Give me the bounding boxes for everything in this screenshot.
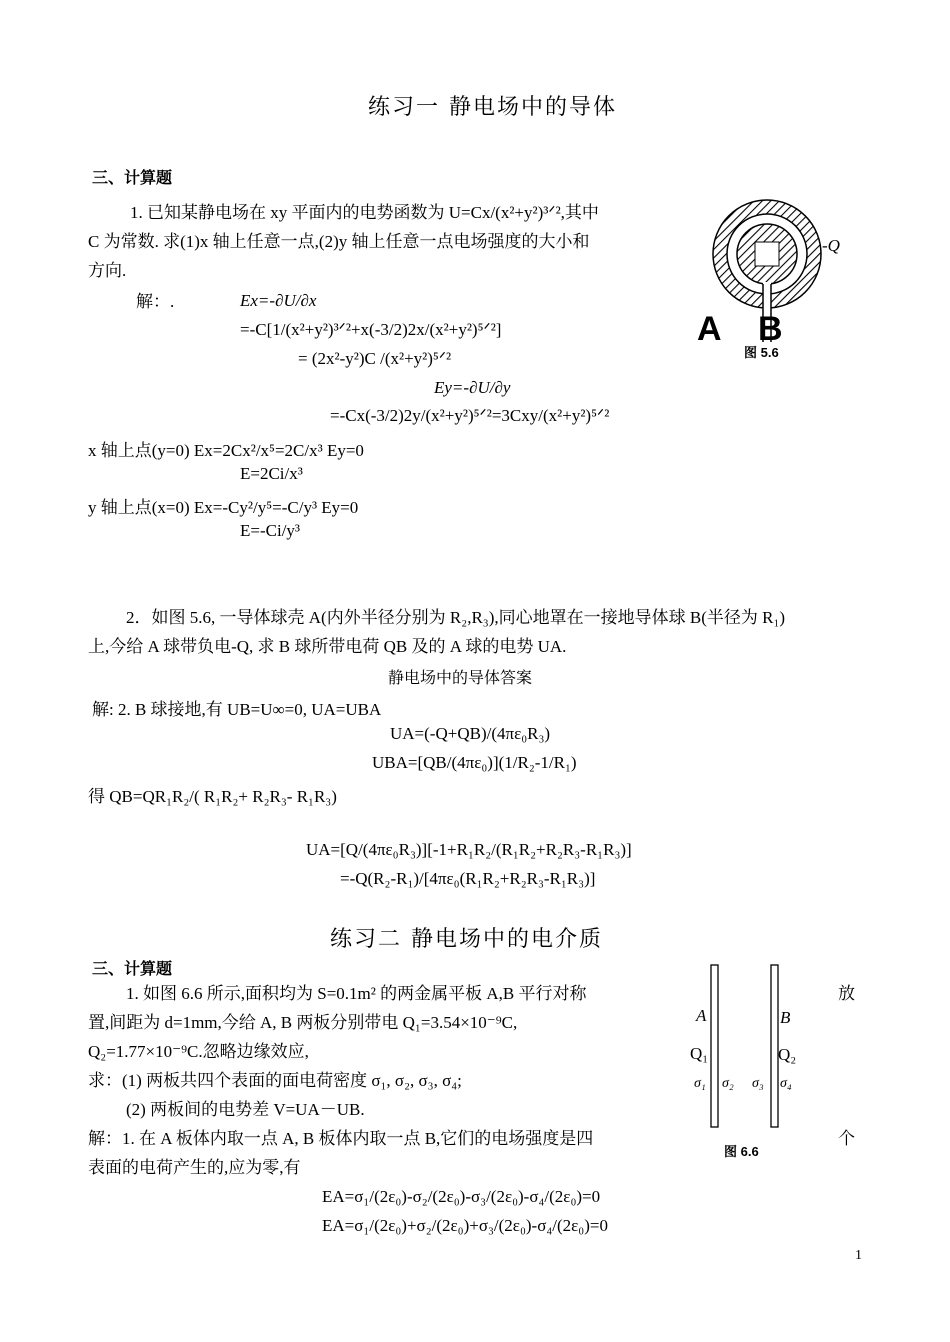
solution2-line-2: UA=(-Q+QB)/(4πε₀R₃) — [390, 724, 551, 743]
solution-label: 解：. — [136, 292, 175, 311]
problem2-line1: 2．如图 5.6, 一导体球壳 A(内外半径分别为 R₂,R₃),同心地罩在一接地导体球 B(半径为 R₁) — [126, 608, 786, 627]
solution2-line-4: 得 QB=QR₁R₂/( R₁R₂+ R₂R₃- R₁R₃) — [88, 787, 337, 806]
figure-6-6-caption: 图 6.6 — [724, 1144, 759, 1159]
figure-5-6-charge-label: -Q — [822, 236, 840, 255]
solution2-line-6: =-Q(R₂-R₁)/[4πε₀(R₁R₂+R₂R₃-R₁R₃)] — [340, 869, 596, 888]
figure-6-6-sigma3: σ₃ — [752, 1076, 764, 1091]
solution-line-8: y 轴上点(x=0) Ex=-Cy²/y⁵=-C/y³ Ey=0 — [88, 498, 359, 517]
solution2-line-1: 解: 2. B 球接地,有 UB=U∞=0, UA=UBA — [92, 700, 382, 719]
plate-a — [711, 965, 718, 1127]
problem1-line3: 方向. — [88, 261, 127, 280]
solution-line-9: E=-Ci/y³ — [240, 521, 301, 540]
ex2-line-7: 表面的电荷产生的,应为零,有 — [88, 1158, 301, 1177]
figure-6-6-sigma4: σ₄ — [780, 1076, 792, 1091]
solution2-line-5: UA=[Q/(4πε₀R₃)][-1+R₁R₂/(R₁R₂+R₂R₃-R₁R₃)] — [306, 840, 632, 859]
figure-6-6-sigma1: σ₁ — [694, 1076, 706, 1091]
ex2-line-6-tail: 个 — [838, 1129, 855, 1148]
exercise2-title: 练习二 静电场中的电介质 — [330, 927, 603, 952]
page-number: 1 — [855, 1248, 862, 1263]
figure-6-6-label-q2: Q₂ — [778, 1045, 797, 1064]
solution-line-7: E=2Ci/x³ — [240, 464, 303, 483]
solution-line-1: Ex=-∂U/∂x — [240, 291, 317, 310]
figure-6-6-sigma2: σ₂ — [722, 1076, 734, 1091]
ex2-line-6: 解：1. 在 A 板体内取一点 A, B 板体内取一点 B,它们的电场强度是四 — [88, 1129, 594, 1148]
ex2-line-1-tail: 放 — [838, 984, 855, 1003]
solution-line-6: x 轴上点(y=0) Ex=2Cx²/x⁵=2C/x³ Ey=0 — [88, 441, 364, 460]
problem2-line2: 上,今给 A 球带负电-Q, 求 B 球所带电荷 QB 及的 A 球的电势 UA. — [88, 637, 567, 656]
inner-core — [755, 242, 779, 266]
solution-line-2: =-C[1/(x²+y²)³ᐟ²+x(-3/2)2x/(x²+y²)⁵ᐟ²] — [240, 320, 502, 339]
problem1-line2: C 为常数. 求(1)x 轴上任意一点,(2)y 轴上任意一点电场强度的大小和 — [88, 232, 590, 251]
ex2-equation-2: EA=σ₁/(2ε₀)+σ₂/(2ε₀)+σ₃/(2ε₀)-σ₄/(2ε₀)=0 — [322, 1216, 608, 1235]
solution-line-3: = (2x²-y²)C /(x²+y²)⁵ᐟ² — [298, 349, 452, 368]
figure-6-6-label-a: A — [696, 1006, 707, 1025]
solution-line-5: =-Cx(-3/2)2y/(x²+y²)⁵ᐟ²=3Cxy/(x²+y²)⁵ᐟ² — [330, 406, 610, 425]
figure-5-6-label-a: A — [697, 310, 722, 348]
ex2-equation-1: EA=σ₁/(2ε₀)-σ₂/(2ε₀)-σ₃/(2ε₀)-σ₄/(2ε₀)=0 — [322, 1187, 601, 1206]
ex2-line-3: Q₂=1.77×10⁻⁹C.忽略边缘效应, — [88, 1042, 309, 1061]
exercise1-section-heading: 三、计算题 — [92, 168, 173, 187]
solution2-line-3: UBA=[QB/(4πε₀)](1/R₂-1/R₁) — [372, 753, 577, 772]
answer-title: 静电场中的导体答案 — [388, 668, 533, 687]
ex2-line-2: 置,间距为 d=1mm,今给 A, B 两板分别带电 Q₁=3.54×10⁻⁹C, — [88, 1013, 518, 1032]
solution-line-4: Ey=-∂U/∂y — [434, 378, 511, 397]
problem1-line1: 1. 已知某静电场在 xy 平面内的电势函数为 U=Cx/(x²+y²)³ᐟ²,其中 — [130, 203, 599, 222]
figure-6-6-label-q1: Q₁ — [690, 1044, 709, 1063]
exercise1-title: 练习一 静电场中的导体 — [368, 95, 617, 120]
ex2-line-5: (2) 两板间的电势差 V=UA－UB. — [126, 1100, 365, 1119]
ex2-line-4: 求：(1) 两板共四个表面的面电荷密度 σ₁, σ₂, σ₃, σ₄; — [88, 1071, 462, 1090]
plate-b — [771, 965, 778, 1127]
exercise2-section-heading: 三、计算题 — [92, 959, 173, 978]
figure-6-6-label-b: B — [780, 1008, 791, 1027]
figure-5-6-label-b: B — [758, 310, 783, 348]
ex2-line-1: 1. 如图 6.6 所示,面积均为 S=0.1m² 的两金属平板 A,B 平行对称 — [126, 984, 587, 1003]
figure-5-6-caption: 图 5.6 — [744, 345, 779, 360]
